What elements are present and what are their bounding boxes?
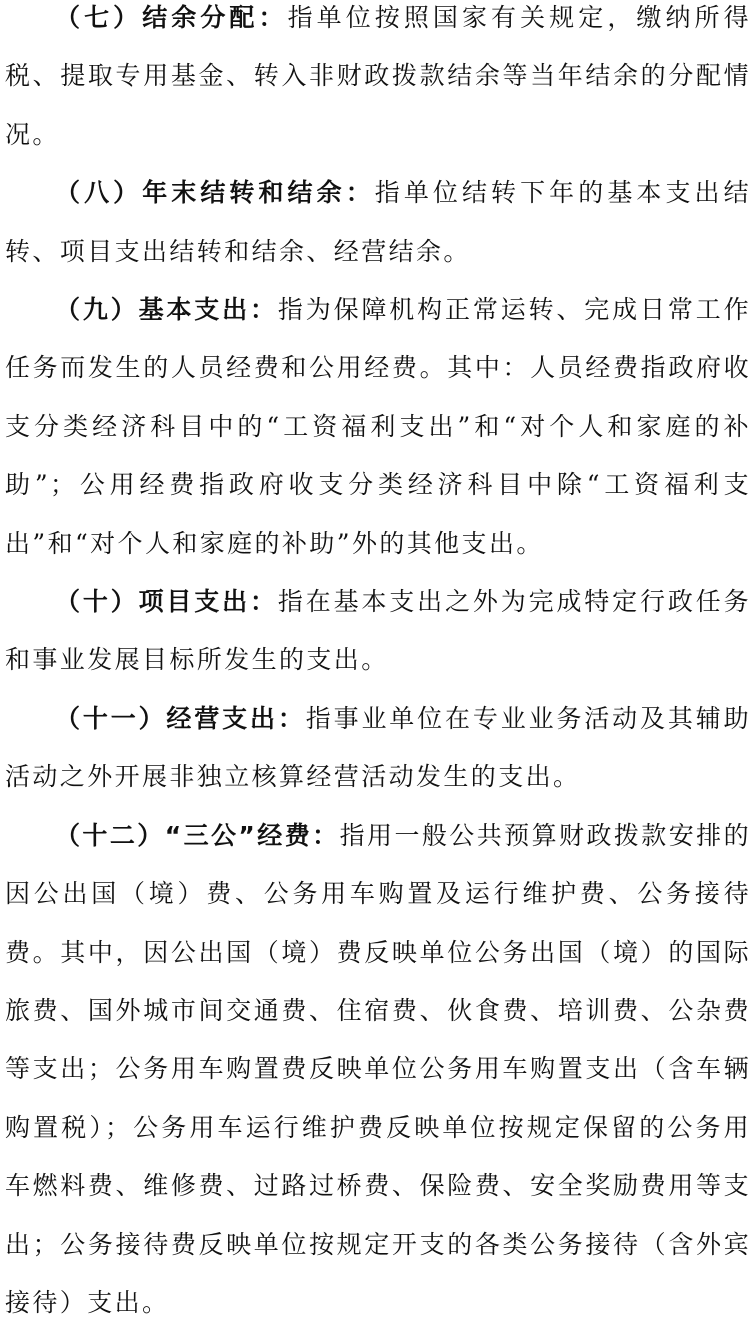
term-three-public-expenses: （十二）“三公”经费： (55, 820, 340, 850)
term-surplus-distribution: （七）结余分配： (55, 3, 288, 32)
term-operating-expenditure: （十一）经营支出： (55, 703, 306, 733)
definition-project-expenditure: 指在基本支出之外为完成特定行政任务和事业发展目标所发生的支出。 (5, 587, 751, 675)
paragraph-surplus-distribution (5, 0, 751, 164)
paragraph-year-end-carryover (5, 164, 751, 281)
paragraph-operating-expenditure (5, 690, 751, 807)
term-basic-expenditure: （九）基本支出： (55, 295, 278, 325)
term-project-expenditure: （十）项目支出： (55, 587, 278, 617)
term-year-end-carryover: （八）年末结转和结余： (55, 178, 375, 208)
paragraph-basic-expenditure (5, 281, 751, 573)
definition-operating-expenditure: 指事业单位在专业业务活动及其辅助活动之外开展非独立核算经营活动发生的支出。 (5, 703, 752, 792)
definition-basic-expenditure: 指为保障机构正常运转、完成日常工作任务而发生的人员经费和公用经费。其中：人员经费指政府收支分类经济科目中的“工资福利支出”和“对个人和家庭的补助”；公用经费指政府收支分类经济科目中除“工资福利支出”和“对个人和家庭的补助”外的其他支出。 (5, 295, 751, 558)
paragraph-three-public-expenses (5, 807, 751, 1332)
definition-year-end-carryover: 指单位结转下年的基本支出结转、项目支出结转和结余、经营结余。 (5, 178, 751, 266)
definition-three-public-expenses: 指用一般公共预算财政拨款安排的因公出国（境）费、公务用车购置及运行维护费、公务接待费。其中，因公出国（境）费反映单位公务出国（境）的国际旅费、国外城市间交通费、住宿费、伙食费、培训费、公杂费等支出；公务用车购置费反映单位公务用车购置支出（含车辆购置税）；公务用车运行维护费反映单位按规定保留的公务用车燃料费、维修费、过路过桥费、保险费、安全奖励费用等支出；公务接待费反映单位按规定开支的各类公务接待（含外宾接待）支出。 (5, 820, 751, 1317)
paragraph-project-expenditure (5, 573, 751, 690)
definition-surplus-distribution: 指单位按照国家有关规定，缴纳所得税、提取专用基金、转入非财政拨款结余等当年结余的分配情况。 (5, 3, 752, 149)
